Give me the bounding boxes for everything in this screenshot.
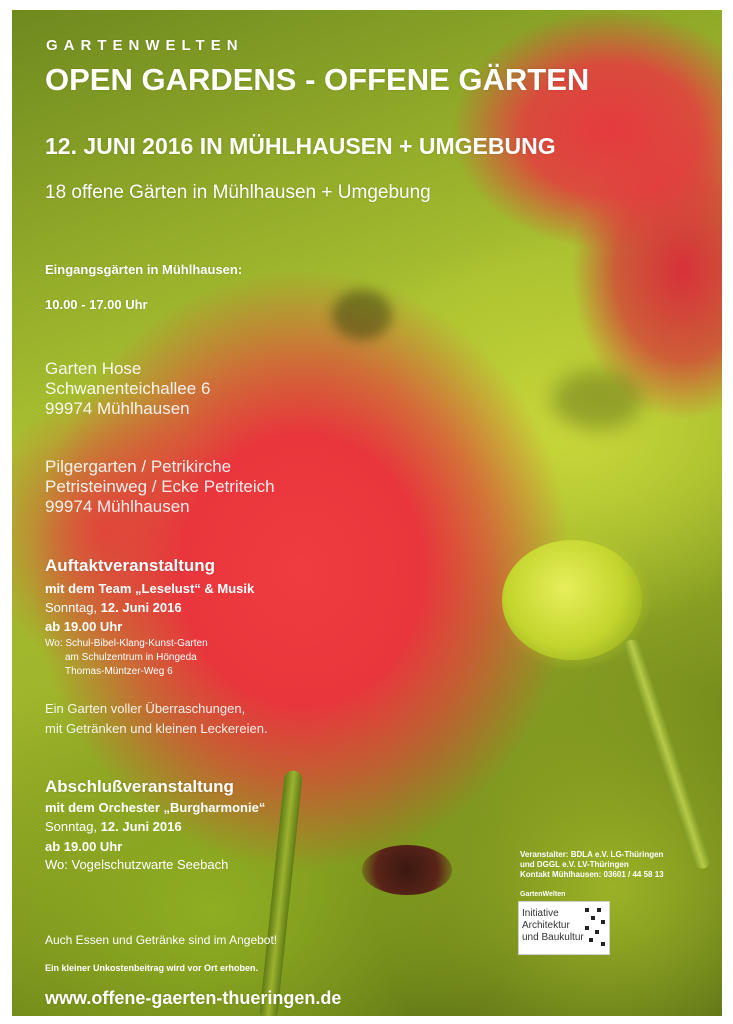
website-link[interactable]: www.offene-gaerten-thueringen.de — [45, 988, 342, 1008]
garden-street: Schwanenteichallee 6 — [45, 379, 211, 398]
stem-shape — [622, 638, 711, 871]
food-note: Auch Essen und Getränke sind im Angebot! — [45, 933, 278, 947]
location-line: am Schulzentrum in Höngeda — [65, 652, 197, 663]
date-line: 12. JUNI 2016 IN MÜHLHAUSEN + UMGEBUNG — [45, 133, 556, 159]
closing-event-location: Wo: Vogelschutzwarte Seebach — [45, 857, 229, 872]
garden-address-1 — [45, 359, 210, 419]
organizer-info — [520, 850, 664, 880]
stem-shape — [259, 770, 303, 1016]
opening-event-heading: Auftaktveranstaltung — [45, 556, 216, 575]
logo-caption: GartenWelten — [520, 891, 566, 898]
logo-line: Initiative — [522, 908, 559, 919]
garden-city: 99974 Mühlhausen — [45, 497, 190, 516]
closing-event-time: ab 19.00 Uhr — [45, 839, 123, 854]
poster-title: OPEN GARDENS - OFFENE GÄRTEN — [45, 62, 590, 97]
closing-event-subheading: mit dem Orchester „Burgharmonie“ — [45, 800, 266, 815]
opening-event-time: ab 19.00 Uhr — [45, 619, 123, 634]
dark-shadow-shape — [332, 290, 392, 340]
date-prefix: Sonntag, — [45, 819, 101, 834]
garden-street: Petristeinweg / Ecke Petriteich — [45, 477, 275, 496]
garden-city: 99974 Mühlhausen — [45, 399, 190, 418]
location-line: Thomas-Müntzer-Weg 6 — [65, 666, 173, 677]
logo-line: Architektur — [522, 920, 570, 931]
note-line: mit Getränken und kleinen Leckereien. — [45, 721, 268, 736]
garden-name: Pilgergarten / Petrikirche — [45, 457, 232, 476]
subtitle: 18 offene Gärten in Mühlhausen + Umgebung — [45, 182, 431, 203]
date-prefix: Sonntag, — [45, 600, 101, 615]
note-line: Ein Garten voller Überraschungen, — [45, 701, 246, 716]
poster-background — [12, 10, 722, 1016]
logo-dot-pattern-icon — [583, 906, 607, 950]
date-value: 12. Juni 2016 — [100, 819, 182, 834]
organizer-line: Veranstalter: BDLA e.V. LG-Thüringen — [520, 850, 664, 859]
entry-gardens-heading: Eingangsgärten in Mühlhausen: — [45, 262, 243, 277]
opening-event-note — [45, 699, 268, 739]
garden-name: Garten Hose — [45, 359, 142, 378]
opening-event-location — [45, 637, 208, 679]
closing-event-date — [45, 819, 182, 834]
organizer-line: und DGGL e.V. LV-Thüringen — [520, 860, 629, 869]
opening-hours: 10.00 - 17.00 Uhr — [45, 297, 148, 312]
logo-text — [522, 908, 584, 944]
organizer-line: Kontakt Mühlhausen: 03601 / 44 58 13 — [520, 870, 664, 879]
opening-event-subheading: mit dem Team „Leselust“ & Musik — [45, 581, 255, 596]
dark-flower-shape — [362, 845, 452, 895]
kicker-text: GARTENWELTEN — [46, 37, 244, 54]
poppy-bud-shape — [502, 540, 642, 660]
initiative-logo — [518, 901, 610, 955]
logo-line: und Baukultur — [522, 932, 584, 943]
closing-event-heading: Abschlußveranstaltung — [45, 777, 234, 796]
garden-address-2 — [45, 457, 275, 517]
fee-note: Ein kleiner Unkostenbeitrag wird vor Ort erhoben. — [45, 963, 259, 973]
opening-event-date — [45, 600, 182, 615]
dark-shadow-shape — [552, 370, 642, 430]
date-value: 12. Juni 2016 — [100, 600, 182, 615]
location-line: Wo: Schul-Bibel-Klang-Kunst-Garten — [45, 638, 208, 649]
